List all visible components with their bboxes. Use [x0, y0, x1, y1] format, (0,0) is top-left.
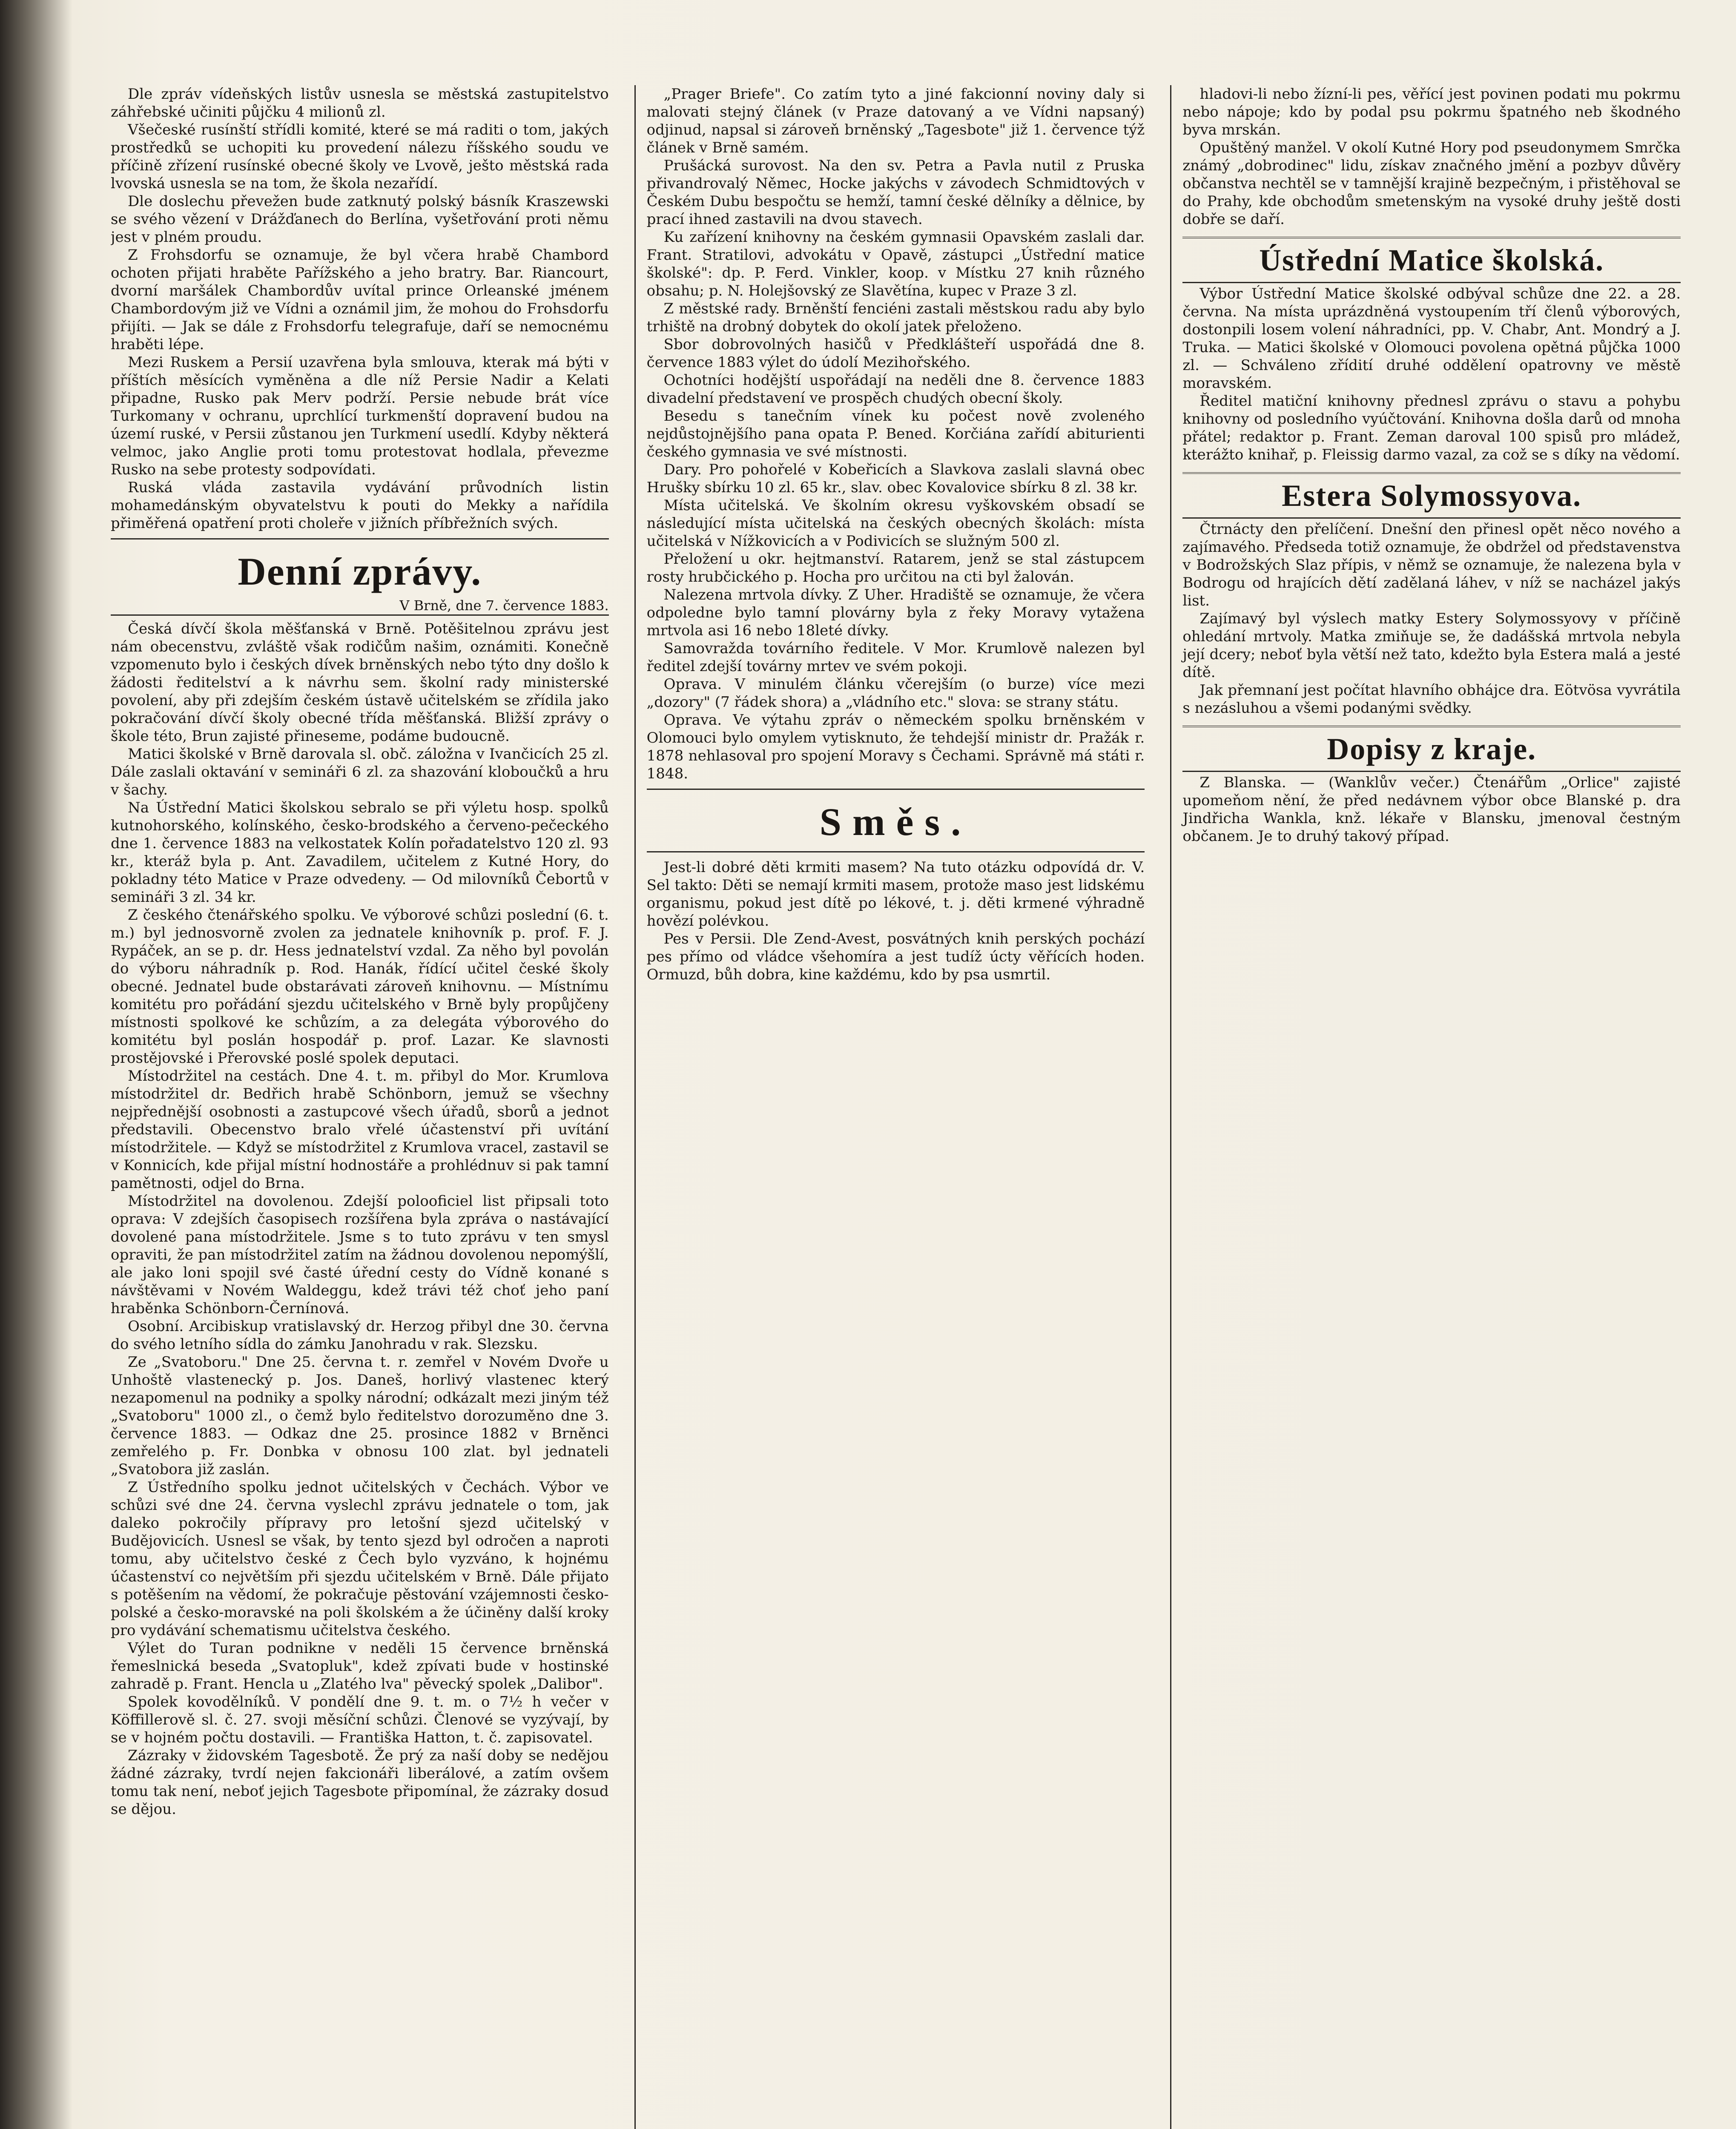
columns	[111, 85, 1681, 2129]
news-paragraph: Na Ústřední Matici školskou sebralo se při výletu hosp. spolků kutnohorského, kolínského, česko-brodského a červeno-pečeckého dne 1. července 1883 na velkostatek Kolín pořadatelstvo 120 zl. 93 kr., kteráž byla p. Ant. Zavadilem, učitelem z Kutné Hory, do pokladny této Matice v Praze odvedeny. — Od milovníků Čebortů v semináři 3 zl. 34 kr.	[111, 799, 609, 906]
news-paragraph: Z Blanska. — (Wanklův večer.) Čtenářům „Orlice" zajisté upomeňom nění, že před nedávnem výbor obce Blanské p. dra Jindřicha Wankla, knž. lékaře v Blansku, jmenoval čestným občanem. Je to druhý takový případ.	[1182, 774, 1681, 845]
section-rule	[647, 789, 1145, 790]
news-paragraph: Ze „Svatoboru." Dne 25. června t. r. zemřel v Novém Dvoře u Unhoště vlastenecký p. Jos. Daneš, horlivý vlastenec který nezapomenul na podniky a spolky národní; odkázalt mezi jiným též „Svatoboru" 1000 zl., o čemž bylo ředitelstvo dorozuměno dne 3. července 1883. — Odkaz dne 25. prosince 1882 v Brněnci zemřelého p. Fr. Donbka v obnosu 100 zlat. byl jednateli „Svatobora již zaslán.	[111, 1354, 609, 1478]
column-middle	[634, 85, 1145, 2129]
section-heading-denni-zpravy: Denní zprávy.	[238, 550, 482, 593]
news-paragraph: Dle doslechu převežen bude zatknutý polský básník Kraszewski se svého vězení v Drážďanech do Berlína, vyšetřování proti němu jest v plném proudu.	[111, 193, 609, 246]
scan-edge-shadow	[0, 0, 72, 2129]
news-paragraph: Zajímavý byl výslech matky Estery Solymossyovy v příčině ohledání mrtvoly. Matka zmiňuje se, že dadášská mrtvola nebyla její dcery; neboť byla větší než tato, kdežto byla Estera malá a jesté dítě.	[1182, 610, 1681, 681]
news-paragraph: Česká dívčí škola měšťanská v Brně. Potěšitelnou zprávu jest nám obecenstvu, zvláště však rodičům našim, oznámiti. Konečně vzpomenuto bylo i českých dívek brněnských nebo týto dny došlo k žádosti ředitelství a k návrhu sem. školní rady ministerské povolení, aby při zdejším českém ústavě učitelském se zřídila jako pokračování dívčí školy obecné třída měšťanská. Bližší zprávy o škole této, Brun zajisté přineseme, podáme budoucně.	[111, 620, 609, 745]
news-paragraph: Mezi Ruskem a Persií uzavřena byla smlouva, kterak má býti v příštích měsících vyměněna a dle níž Persie Nadir a Kelati připadne, Rusko pak Merv podrží. Persie nebude brát více Turkomany v ochranu, uprchlící turkmenští dopravení budou na území ruské, v Persii zůstanou jen Turkmení usedlí. Kdyby některá velmoc, jako Anglie proti tomu protestovat hodlala, převezme Rusko na sebe protesty sodpovídati.	[111, 354, 609, 478]
section-heading-ustredni-matice: Ústřední Matice školská.	[1182, 237, 1681, 283]
news-paragraph: Ochotníci hodějští uspořádají na neděli dne 8. července 1883 divadelní představení ve prospěch chudých obecní školy.	[646, 372, 1145, 407]
news-paragraph: Osobní. Arcibiskup vratislavský dr. Herzog přibyl dne 30. června do svého letního sídla do zámku Janohradu v rak. Slezsku.	[111, 1318, 609, 1353]
news-paragraph: Ředitel matiční knihovny přednesl zprávu o stavu a pohybu knihovny od posledního vyúčtování. Knihovna došla darů od mnoha přátel; redaktor p. Frant. Zeman daroval 100 spisů pro mládež, kterážto knihař, p. Fleissig darmo vazal, za což se s díky na vědomí.	[1182, 393, 1681, 463]
news-paragraph: Všečeské rusínští střídli komité, které se má raditi o tom, jakých prostředků se uchopiti ku provedení nálezu říšského soudu ve příčině zřízení rusínské obecné školy ve Lvově, ješto městská rada lvovská usnesla se na tom, že škola nezařídí.	[111, 121, 609, 192]
news-paragraph: Místa učitelská. Ve školním okresu vyškovském obsadí se následující místa učitelská na českých obecných školách: místa učitelská v Nížkovicích a v Podivicích se služným 500 zl.	[646, 497, 1145, 550]
news-paragraph: Jest-li dobré děti krmiti masem? Na tuto otázku odpovídá dr. V. Sel takto: Děti se nemají krmiti masem, protože maso jest lidskému organismu, pokud jest dítě po lékové, t. j. děti krmené výhradně hovězí polévkou.	[646, 859, 1145, 930]
section-heading-dopisy: Dopisy z kraje.	[1182, 726, 1681, 772]
section-heading-smes: Směs.	[819, 800, 972, 844]
news-paragraph: hladovi-li nebo žízní-li pes, věřící jest povinen podati mu pokrmu nebo nápoje; kdo by podal psu pokrmu špatného neb škodného byva mrskán.	[1182, 86, 1681, 138]
news-paragraph: Z Frohsdorfu se oznamuje, že byl včera hrabě Chambord ochoten přijati hraběte Pařížského a jeho bratry. Bar. Riancourt, dvorní maršálek Chambordův uvítal prince Orleanské jménem Chambordovým již ve Vídni a oznámil jim, že mohou do Frohsdorfu přijíti. — Jak se dále z Frohsdorfu telegrafuje, daří se nemocnému hraběti lépe.	[111, 247, 609, 353]
news-paragraph: Čtrnácty den přelíčení. Dnešní den přinesl opět něco nového a zajímavého. Předseda totiž oznamuje, že obdržel od představenstva v Bodrožských Slaz přípis, v němž se oznamuje, že nalezena byla v Bodrogu od hrajících dětí zadělaná láhev, v níž se nacházel jakýs list.	[1182, 521, 1681, 609]
news-paragraph: Přeložení u okr. hejtmanství. Ratarem, jenž se stal zástupcem rosty hrubčického p. Hocha pro určitou na cti byl žalován.	[646, 551, 1145, 585]
news-paragraph: Výbor Ústřední Matice školské odbýval schůze dne 22. a 28. června. Na místa uprázdněná vystoupením tří členů výborových, dostonpili losem volení náhradníci, pp. V. Chabr, Ant. Mondrý a J. Truka. — Matici školské v Olomouci povolena opětná půjčka 1000 zl. — Schváleno zřídití druhé oddělení opatrovny ve městě moravském.	[1182, 285, 1681, 392]
dateline: V Brně, dne 7. července 1883.	[111, 597, 609, 616]
news-paragraph: Spolek kovodělníků. V pondělí dne 9. t. m. o 7½ h večer v Köffillerově sl. č. 27. svoji měsíční schůzi. Členové se vyzývají, by se v hojném počtu dostavili. — Františka Hatton, t. č. zapisovatel.	[111, 1693, 609, 1746]
news-paragraph: Prušácká surovost. Na den sv. Petra a Pavla nutil z Pruska přivandrovalý Němec, Hocke jakýchs v závodech Schmidtových v Českém Dubu bespočtu se hemží, tamní české dělníky a dělnice, by prací ihned zastavili na dvou stavech.	[646, 157, 1145, 228]
news-paragraph: Z Ústředního spolku jednot učitelských v Čechách. Výbor ve schůzi své dne 24. června vyslechl zprávu jednatele o tom, jak daleko pokročily přípravy pro letošní sjezd učitelský v Budějovicích. Usnesl se však, by tento sjezd byl odročen a naproti tomu, aby učitelstvo české z Čech bylo vyzváno, k hojnému účastenství co největším při sjezdu učitelském v Brně. Dále přijato s potěšením na vědomí, že pokračuje pěstování vzájemnosti česko-polské a česko-moravské na poli školském a že účiněny další kroky pro vydávání schematismu učitelstva českého.	[111, 1479, 609, 1639]
section-rule	[111, 538, 609, 539]
news-paragraph: Oprava. Ve výtahu zpráv o německém spolku brněnském v Olomouci bylo omylem vytisknuto, že tehdejší ministr dr. Pražák r. 1878 nehlasoval pro spojení Moravy s Čechami. Správně má státi r. 1848.	[646, 712, 1145, 782]
news-paragraph: Z městské rady. Brněnští fenciéni zastali městskou radu aby bylo trhiště na drobný dobytek do okolí jatek přeloženo.	[646, 300, 1145, 335]
news-paragraph: Místodržitel na dovolenou. Zdejší polooficiel list připsali toto oprava: V zdejších časopisech rozšířena byla zpráva o nastávající dovolené pana místodržitele. Jsme s to tuto zprávu v ten smysl opraviti, že pan místodržitel zatím na žádnou dovolenou nepomýšlí, ale jako loni spojil své časté úřední cesty do Vídně konané s návštěvami v Novém Waldeggu, kdež trávi též choť jeho paní hraběnka Schönborn-Černínová.	[111, 1193, 609, 1317]
section-heading-estera: Estera Solymossyova.	[1182, 472, 1681, 519]
news-paragraph: Besedu s tanečním vínek ku počest nově zvoleného nejdůstojnějšího pana opata P. Bened. Korčiána zařídí abiturienti českého gymnasia ve své místnosti.	[646, 407, 1145, 460]
news-paragraph: Dary. Pro pohořelé v Kobeřicích a Slavkova zaslali slavná obec Hrušky sbírku 10 zl. 65 kr., slav. obec Kovalovice sbírku 8 zl. 38 kr.	[646, 461, 1145, 496]
news-paragraph: Jak přemnaní jest počítat hlavního obhájce dra. Eötvösa vyvrátila s nezásluhou a všemi podanými svědky.	[1182, 682, 1681, 717]
news-paragraph: Matici školské v Brně darovala sl. obč. záložna v Ivančicích 25 zl. Dále zaslali oktavání v semináři 6 zl. za shazování kloboučků a hru v šachy.	[111, 746, 609, 798]
news-paragraph: Ruská vláda zastavila vydávání průvodních listin mohamedánským obyvatelstvu k pouti do Mekky a nařídila přiměřená opatření proti choleře v jižních příbřežních svých.	[111, 479, 609, 532]
news-paragraph: Zázraky v židovském Tagesbotě. Že prý za naší doby se nedějou žádné zázraky, tvrdí nejen fakcionáři liberálové, a zatím ovšem tomu tak není, neboť jejich Tagesbote připomínal, že zázraky dosud se dějou.	[111, 1747, 609, 1818]
column-right	[1170, 85, 1681, 2129]
news-paragraph: Výlet do Turan podnikne v neděli 15 července brněnská řemeslnická beseda „Svatopluk", kdež zpívati bude v hostinské zahradě p. Frant. Hencla u „Zlatého lva" pěvecký spolek „Dalibor".	[111, 1640, 609, 1693]
news-paragraph: Dle zpráv vídeňských listův usnesla se městská zastupitelstvo záhřebské učiniti půjčku 4 milionů zl.	[111, 86, 609, 121]
news-paragraph: Oprava. V minulém článku včerejším (o burze) více mezi „dozory" (7 řádek shora) a „vládního etc." slova: se strany státu.	[646, 676, 1145, 711]
news-paragraph: Samovražda továrního ředitele. V Mor. Krumlově nalezen byl ředitel zdejší továrny mrtev ve svém pokoji.	[646, 640, 1145, 675]
news-paragraph: Sbor dobrovolných hasičů v Předklášteří uspořádá dne 8. července 1883 výlet do údolí Mezihořského.	[646, 336, 1145, 371]
news-paragraph: Z českého čtenářského spolku. Ve výborové schůzi poslední (6. t. m.) byl jednosvorně zvolen za jednatele knihovník p. prof. F. J. Rypáček, an se p. dr. Hess jednatelství vzdal. Za něho byl povolán do výboru náhradník p. Rod. Hanák, řídící učitel české školy obecné. Jednatel bude obstarávati zároveň knihovnu. — Místnímu komitétu pro pořádání sjezdu učitelského v Brně byly propůjčeny místnosti spolkové ke schůzím, a za delegáta výborového do komitétu byl poslán hospodář p. prof. Lazar. Ke slavnosti prostějovské i Přerovské poslé spolek deputaci.	[111, 907, 609, 1067]
news-paragraph: Nalezena mrtvola dívky. Z Uher. Hradiště se oznamuje, že včera odpoledne bylo tamní plovárny byla z řeky Moravy vytažena mrtvola asi 16 nebo 18leté dívky.	[646, 586, 1145, 639]
news-paragraph: Ku zařízení knihovny na českém gymnasii Opavském zaslali dar. Frant. Stratilovi, advokátu v Opavě, zástupci „Ústřední matice školské": dp. P. Ferd. Vinkler, koop. v Místku 27 knih různého obsahu; p. N. Holejšovský ze Slavětína, kupec v Praze 3 zl.	[646, 229, 1145, 299]
column-left	[111, 85, 609, 2129]
news-paragraph: Opuštěný manžel. V okolí Kutné Hory pod pseudonymem Smrčka známý „dobrodinec" lidu, získav značného jmění a pozbyv důvěry občanstva nechtěl se v tamnější krajině bezpečným, i přistěhoval se do Prahy, kde obchodům smetenským na vysoké druhy ještě dosti dobře se daří.	[1182, 139, 1681, 228]
news-paragraph: Místodržitel na cestách. Dne 4. t. m. přibyl do Mor. Krumlova místodržitel dr. Bedřich hrabě Schönborn, jemuž se všechny nejpřednější osobnosti a zastupcové všech úřadů, sborů a jednot představili. Obecenstvo bralo vřelé účastenství při uvítání místodržitele. — Když se místodržitel z Krumlova vracel, zastavil se v Konnicích, kde přijal místní hodnostáře a prohlédnuv si pak tamní pamětnosti, odjel do Brna.	[111, 1067, 609, 1192]
news-paragraph: „Prager Briefe". Co zatím tyto a jiné fakcionní noviny daly si malovati stejný článek (v Praze datovaný a ve Vídni napsaný) odjinud, napsal si zároveň brněnský „Tagesbote" již 1. července týž článek v Brně samém.	[646, 86, 1145, 156]
section-rule	[647, 851, 1145, 852]
news-paragraph: Pes v Persii. Dle Zend-Avest, posvátných knih perských pochází pes přímo od vládce všehomíra a jest tudíž úcty věřících hoden. Ormuzd, bůh dobra, kine každému, kdo by psa usmrtil.	[646, 930, 1145, 983]
